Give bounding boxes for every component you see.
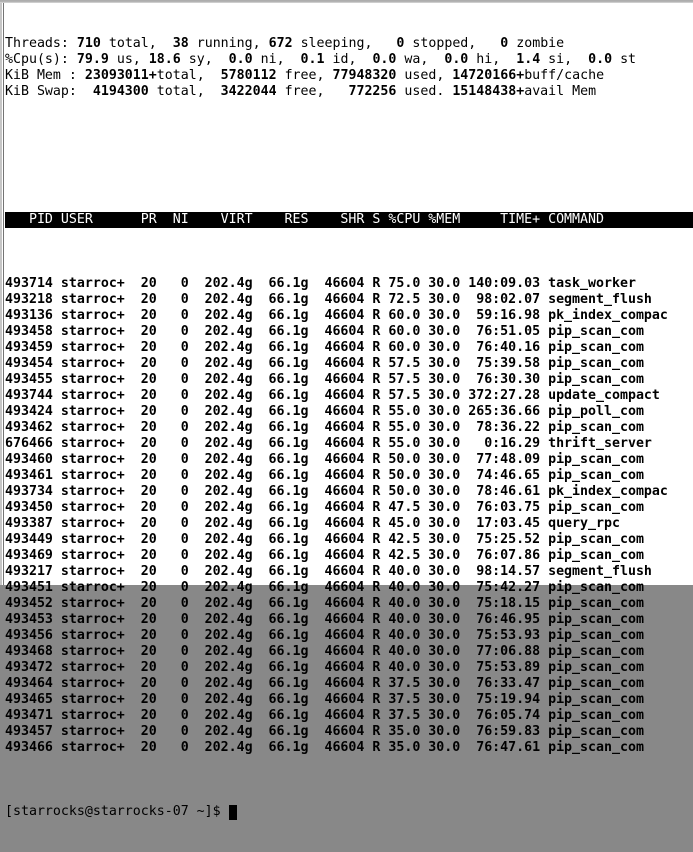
summary-label: zombie (508, 36, 565, 51)
text-cursor (229, 805, 237, 820)
process-row: 493457 starroc+ 20 0 202.4g 66.1g 46604 R 35.0 30.0 76:59.83 pip_scan_com (5, 724, 668, 739)
summary-label: total, (100, 36, 165, 51)
process-row: 493456 starroc+ 20 0 202.4g 66.1g 46604 R 40.0 30.0 75:53.93 pip_scan_com (5, 628, 668, 643)
summary-value: 1.4 (508, 52, 541, 67)
process-row: 676466 starroc+ 20 0 202.4g 66.1g 46604 R 55.0 30.0 0:16.29 thrift_server (5, 436, 668, 451)
process-row: 493424 starroc+ 20 0 202.4g 66.1g 46604 R 55.0 30.0 265:36.66 pip_poll_com (5, 404, 668, 419)
summary-label: hi, (468, 52, 509, 67)
summary-label: wa, (396, 52, 437, 67)
process-row: 493460 starroc+ 20 0 202.4g 66.1g 46604 R 50.0 30.0 77:48.09 pip_scan_com (5, 452, 668, 467)
summary-label: total, (148, 84, 213, 99)
summary-value: 0 (380, 36, 405, 51)
process-row: 493472 starroc+ 20 0 202.4g 66.1g 46604 R 40.0 30.0 75:53.89 pip_scan_com (5, 660, 668, 675)
summary-value: 0 (484, 36, 509, 51)
process-row: 493464 starroc+ 20 0 202.4g 66.1g 46604 R 37.5 30.0 76:33.47 pip_scan_com (5, 676, 668, 691)
process-row: 493217 starroc+ 20 0 202.4g 66.1g 46604 R 40.0 30.0 98:14.57 segment_flush (5, 564, 668, 579)
process-row: 493469 starroc+ 20 0 202.4g 66.1g 46604 R 42.5 30.0 76:07.86 pip_scan_com (5, 548, 668, 563)
summary-value: 0.0 (220, 52, 253, 67)
summary-label: stopped, (404, 36, 485, 51)
summary-label: buff/cache (524, 68, 605, 83)
summary-label: sy, (180, 52, 221, 67)
summary-label: KiB Swap: (5, 84, 85, 99)
summary-value: 772256 (332, 84, 397, 99)
summary-value: 3422044 (212, 84, 277, 99)
process-row: 493449 starroc+ 20 0 202.4g 66.1g 46604 R 42.5 30.0 75:25.52 pip_scan_com (5, 532, 668, 547)
process-row: 493458 starroc+ 20 0 202.4g 66.1g 46604 R 60.0 30.0 76:51.05 pip_scan_com (5, 324, 668, 339)
cpu-summary (5, 52, 693, 68)
threads-summary (5, 36, 693, 52)
process-row: 493387 starroc+ 20 0 202.4g 66.1g 46604 R 45.0 30.0 17:03.45 query_rpc (5, 516, 668, 531)
summary-value: 0.0 (364, 52, 397, 67)
summary-value: 4194300 (84, 84, 149, 99)
summary-value: 77948320 (332, 68, 397, 83)
summary-label: total, (156, 68, 213, 83)
process-table-header: PID USER PR NI VIRT RES SHR S %CPU %MEM TIME+ COMMAND (5, 212, 693, 228)
process-row: 493744 starroc+ 20 0 202.4g 66.1g 46604 R 57.5 30.0 372:27.28 update_compact (5, 388, 668, 403)
summary-label: st (612, 52, 637, 67)
summary-value: 15148438+ (452, 84, 525, 99)
process-row: 493450 starroc+ 20 0 202.4g 66.1g 46604 R 47.5 30.0 76:03.75 pip_scan_com (5, 500, 668, 515)
process-row: 493462 starroc+ 20 0 202.4g 66.1g 46604 R 55.0 30.0 78:36.22 pip_scan_com (5, 420, 668, 435)
summary-value: 0.1 (292, 52, 325, 67)
summary-value: 23093011+ (84, 68, 157, 83)
summary-label: id, (324, 52, 365, 67)
summary-label: sleeping, (292, 36, 381, 51)
mem-summary (5, 68, 693, 84)
process-row: 493471 starroc+ 20 0 202.4g 66.1g 46604 R 37.5 30.0 76:05.74 pip_scan_com (5, 708, 668, 723)
process-row: 493453 starroc+ 20 0 202.4g 66.1g 46604 R 40.0 30.0 76:46.95 pip_scan_com (5, 612, 668, 627)
summary-value: 0.0 (436, 52, 469, 67)
summary-value: 672 (268, 36, 293, 51)
terminal-screen[interactable] (5, 3, 693, 819)
top-summary (5, 36, 693, 100)
process-row: 493454 starroc+ 20 0 202.4g 66.1g 46604 R 57.5 30.0 75:39.58 pip_scan_com (5, 356, 668, 371)
summary-label: si, (540, 52, 581, 67)
summary-value: 38 (164, 36, 189, 51)
window-border-top (0, 0, 693, 3)
process-row: 493734 starroc+ 20 0 202.4g 66.1g 46604 R 50.0 30.0 78:46.61 pk_index_compac (5, 484, 668, 499)
summary-label: running, (188, 36, 269, 51)
blank-line (5, 148, 693, 164)
process-row: 493452 starroc+ 20 0 202.4g 66.1g 46604 R 40.0 30.0 75:18.15 pip_scan_com (5, 596, 668, 611)
process-row: 493465 starroc+ 20 0 202.4g 66.1g 46604 R 37.5 30.0 75:19.94 pip_scan_com (5, 692, 668, 707)
summary-value: 710 (76, 36, 101, 51)
summary-value: 79.9 (76, 52, 109, 67)
process-row: 493451 starroc+ 20 0 202.4g 66.1g 46604 R 40.0 30.0 75:42.27 pip_scan_com (5, 580, 668, 595)
summary-value: 5780112 (212, 68, 277, 83)
process-row: 493459 starroc+ 20 0 202.4g 66.1g 46604 R 60.0 30.0 76:40.16 pip_scan_com (5, 340, 668, 355)
summary-value: 18.6 (148, 52, 181, 67)
process-row: 493466 starroc+ 20 0 202.4g 66.1g 46604 R 35.0 30.0 76:47.61 pip_scan_com (5, 740, 668, 755)
summary-label: Threads: (5, 36, 77, 51)
summary-label: used. (396, 84, 453, 99)
prompt-text: [starrocks@starrocks-07 ~]$ (5, 804, 229, 819)
process-row: 493714 starroc+ 20 0 202.4g 66.1g 46604 R 75.0 30.0 140:09.03 task_worker (5, 276, 668, 291)
summary-label: us, (108, 52, 149, 67)
process-row: 493455 starroc+ 20 0 202.4g 66.1g 46604 R 57.5 30.0 76:30.30 pip_scan_com (5, 372, 668, 387)
window-border-left (0, 0, 5, 585)
process-row: 493136 starroc+ 20 0 202.4g 66.1g 46604 R 60.0 30.0 59:16.98 pk_index_compac (5, 308, 668, 323)
summary-label: %Cpu(s): (5, 52, 77, 67)
summary-value: 0.0 (580, 52, 613, 67)
process-table (5, 276, 693, 756)
prompt-line (5, 804, 693, 820)
summary-label: ni, (252, 52, 293, 67)
summary-value: 14720166+ (452, 68, 525, 83)
summary-label: free, (276, 68, 333, 83)
swap-summary (5, 84, 693, 100)
process-row: 493468 starroc+ 20 0 202.4g 66.1g 46604 R 40.0 30.0 77:06.88 pip_scan_com (5, 644, 668, 659)
summary-label: avail Mem (524, 84, 597, 99)
summary-label: free, (276, 84, 333, 99)
process-row: 493218 starroc+ 20 0 202.4g 66.1g 46604 R 72.5 30.0 98:02.07 segment_flush (5, 292, 668, 307)
summary-label: KiB Mem : (5, 68, 85, 83)
process-row: 493461 starroc+ 20 0 202.4g 66.1g 46604 R 50.0 30.0 74:46.65 pip_scan_com (5, 468, 668, 483)
summary-label: used, (396, 68, 453, 83)
